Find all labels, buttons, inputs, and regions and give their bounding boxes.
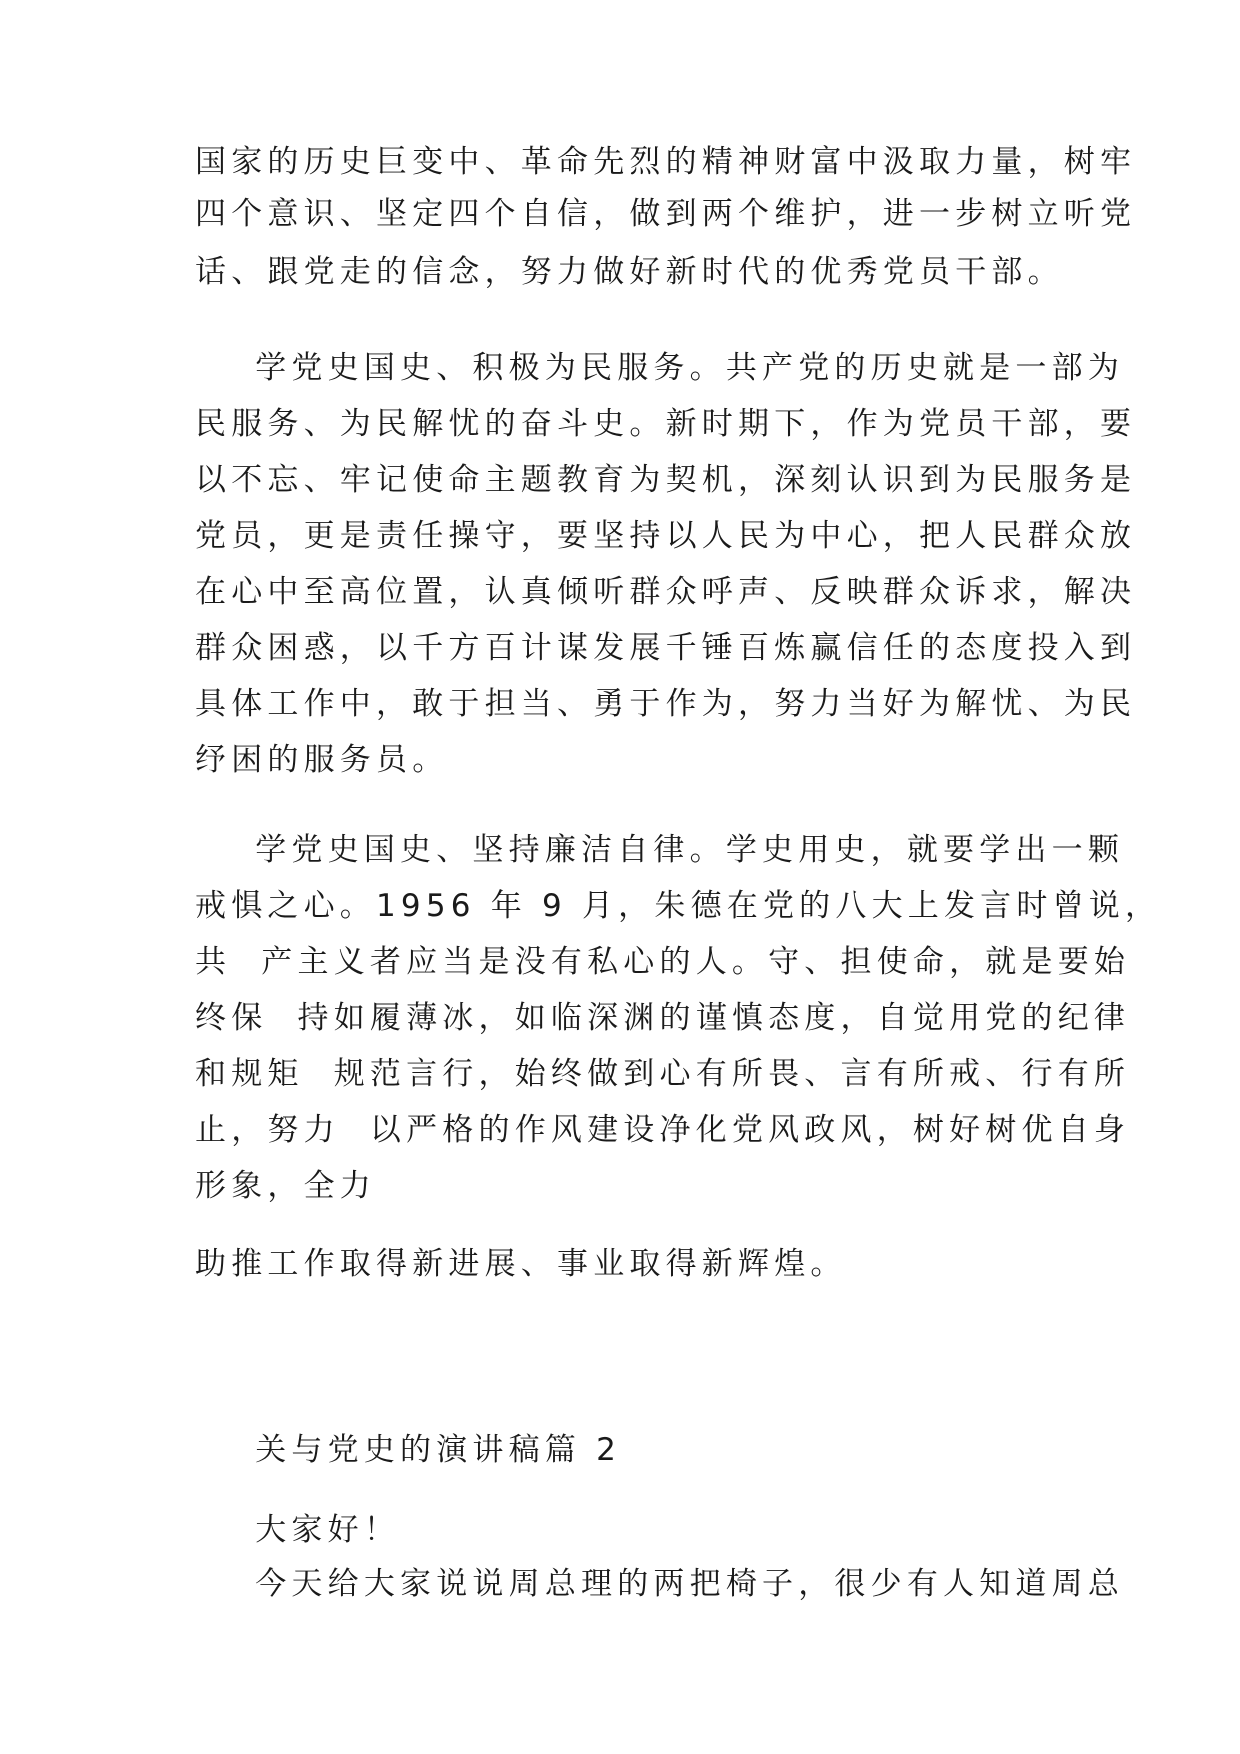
text-line: 学党史国史、坚持廉洁自律。学史用史，就要学出一颗 [195,832,1125,868]
text-line: 在心中至高位置，认真倾听群众呼声、反映群众诉求，解决 [195,574,1137,610]
text-line: 以不忘、牢记使命主题教育为契机，深刻认识到为民服务是 [195,462,1137,498]
text-line: 四个意识、坚定四个自信，做到两个维护，进一步树立听党 [195,196,1137,232]
text-line: 纾困的服务员。 [195,742,449,778]
text-line: 止，努力 以严格的作风建设净化党风政风，树好树优自身 [195,1112,1131,1148]
text-line: 共 产主义者应当是没有私心的人。守、担使命，就是要始 [195,944,1131,980]
text-line: 具体工作中，敢于担当、勇于作为，努力当好为解忧、为民 [195,686,1137,722]
text-line: 终保 持如履薄冰，如临深渊的谨慎态度，自觉用党的纪律 [195,1000,1131,1036]
text-line: 国家的历史巨变中、革命先烈的精神财富中汲取力量，树牢 [195,144,1137,180]
greeting-line: 大家好！ [195,1512,401,1548]
text-line: 党员，更是责任操守，要坚持以人民为中心，把人民群众放 [195,518,1137,554]
text-line: 助推工作取得新进展、事业取得新辉煌。 [195,1246,847,1282]
text-line: 民服务、为民解忧的奋斗史。新时期下，作为党员干部，要 [195,406,1137,442]
text-line: 今天给大家说说周总理的两把椅子，很少有人知道周总 [195,1566,1125,1602]
section-heading: 关与党史的演讲稿篇 2 [195,1432,621,1468]
text-line: 话、跟党走的信念，努力做好新时代的优秀党员干部。 [195,254,1064,290]
text-line: 和规矩 规范言行，始终做到心有所畏、言有所戒、行有所 [195,1056,1131,1092]
text-line: 群众困惑，以千方百计谋发展千锤百炼赢信任的态度投入到 [195,630,1137,666]
text-line: 戒惧之心。1956 年 9 月，朱德在党的八大上发言时曾说， [195,888,1162,924]
text-line: 学党史国史、积极为民服务。共产党的历史就是一部为 [195,350,1125,386]
text-line: 形象，全力 [195,1168,376,1204]
